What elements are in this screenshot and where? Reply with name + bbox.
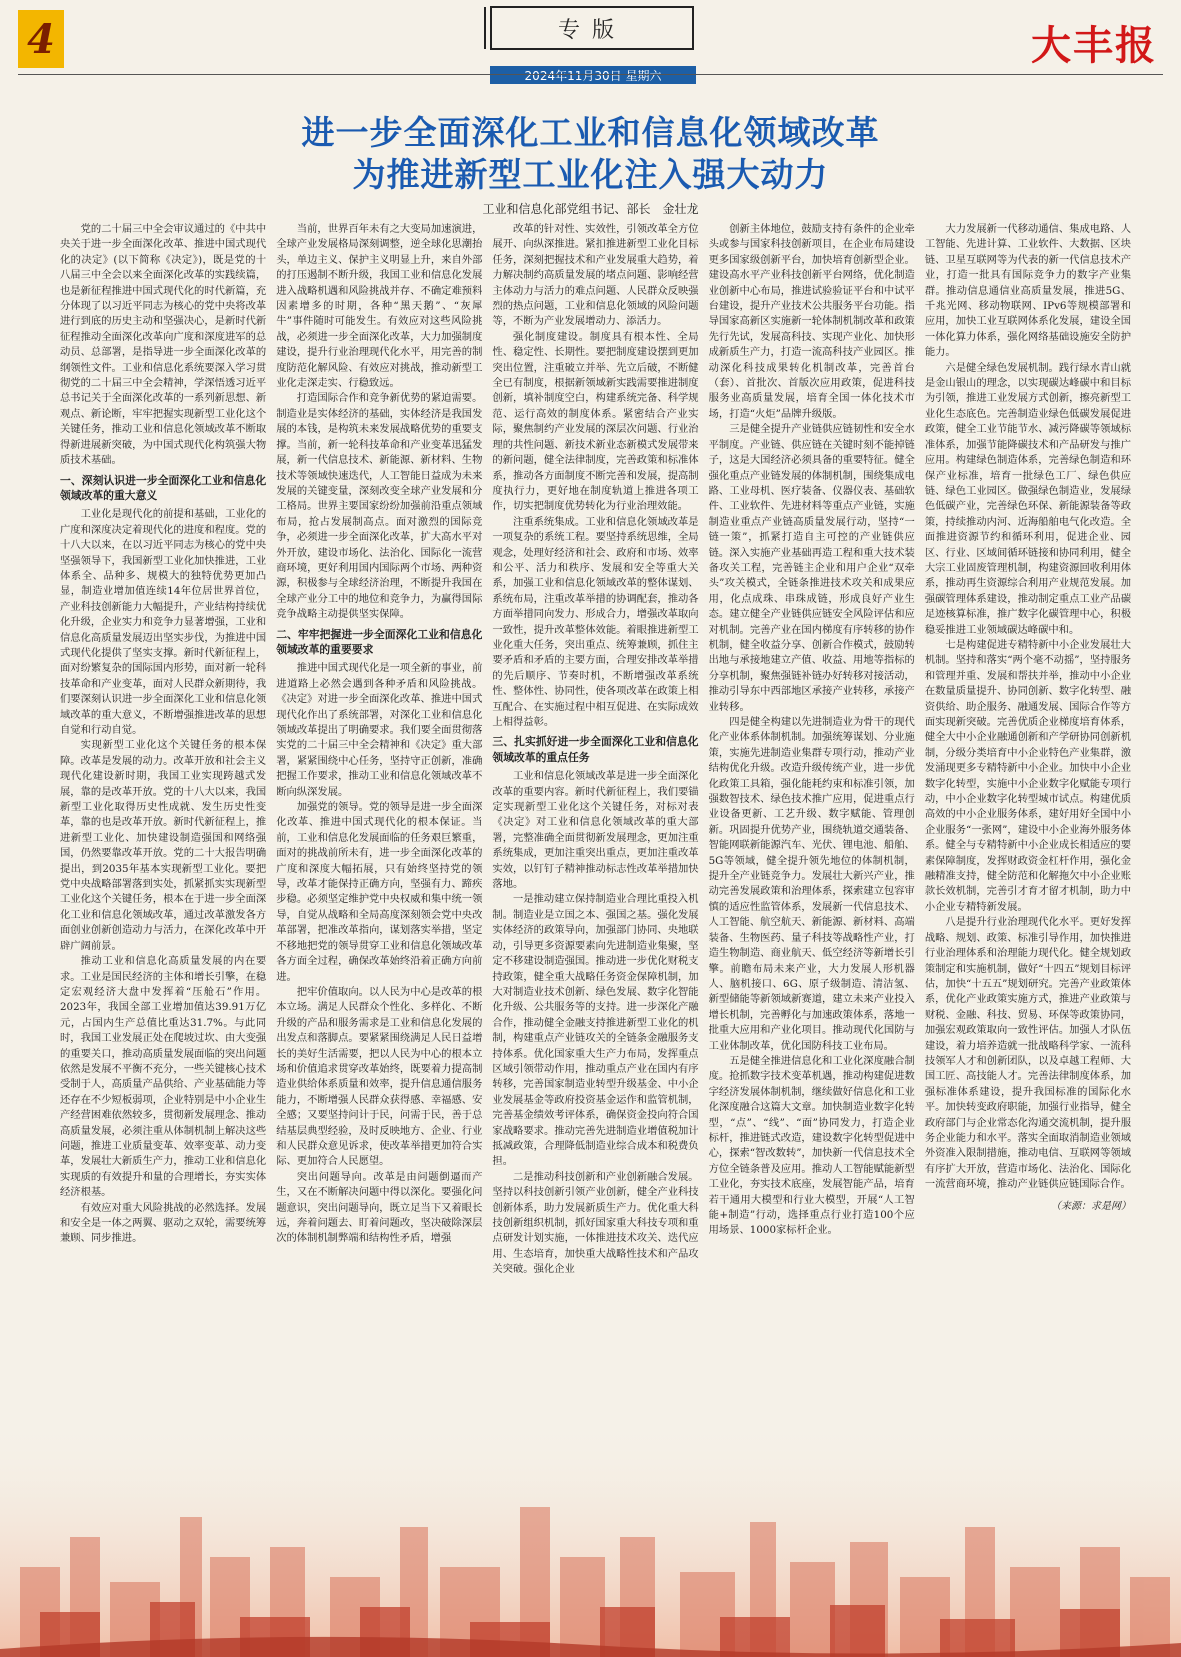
section-heading: 一、深刻认识进一步全面深化工业和信息化领域改革的重大意义 xyxy=(60,473,267,502)
paragraph: 注重系统集成。工业和信息化领域改革是一项复杂的系统工程。要坚持系统思维，全局观念，处理好经济和社会、政府和市场、效率和公平、活力和秩序、发展和安全等重大关系，加强工业和信息化领域改革的整体谋划、系统布局，注重改革举措的协调配套，推动各方面举措同向发力、形成合力，增强改革取向一致性，提升改革整体效能。着眼推进新型工业化重大任务，突出重点、统筹兼顾，抓住主要矛盾和矛盾的主要方面，合理安排改革举措的先后顺序、节奏时机，不断增强改革系统性、整体性、协同性，使各项改革在政策上相互配合、在实施过程中相互促进、在实际成效上相得益彰。 xyxy=(492,515,699,728)
city-skyline-illustration xyxy=(0,1417,1181,1657)
section-label: 专版 xyxy=(490,6,694,50)
page-number: 4 xyxy=(18,10,64,68)
article-column-3 xyxy=(492,222,698,1472)
headline-line-2: 为推进新型工业化注入强大动力 xyxy=(352,155,829,194)
headline-line-1: 进一步全面深化工业和信息化领域改革 xyxy=(301,113,880,152)
paragraph: 改革的针对性、实效性，引领改革全方位展开、向纵深推进。紧扣推进新型工业化目标任务，深刻把握技术和产业发展重大趋势，着力解决制约高质量发展的堵点问题、影响经营主体动力与活力的难点问题、人民群众反映强烈的热点问题，工业和信息化领域的风险问题等，不断为产业发展增动力、添活力。 xyxy=(492,223,699,328)
masthead-logo: 大丰报 xyxy=(1031,22,1157,69)
article-column-5 xyxy=(925,222,1131,1472)
paragraph: 一是推动建立保持制造业合理比重投入机制。制造业是立国之本、强国之基。强化发展实体经济的政策导向，加强部门协同、央地联动，引导更多资源要素向先进制造业集聚，坚定不移建设制造强国。推动进一步优化财税支持政策，健全重大战略任务资金保障机制，加大对制造业技术创新、绿色发展、数字化智能化升级、公共服务等的支持。进一步深化产融合作，推动健全金融支持推进新型工业化的机制，构建重点产业链攻关的全链条金融服务支持体系。优化国家重大生产力布局，发挥重点区域引领带动作用，推动重点产业在国内有序转移，完善国家制造业转型升级基金、中小企业发展基金等政府投资基金运作和监管机制，完善基金绩效考评体系，确保资金投向符合国家战略要求。推动完善先进制造业增值税加计抵减政策，合理降低制造业综合成本和税费负担。 xyxy=(492,893,699,1168)
paragraph: 党的二十届三中全会审议通过的《中共中央关于进一步全面深化改革、推进中国式现代化的决定》(以下简称《决定》)，既是党的十八届三中全会以来全面深化改革的实践续篇，也是新征程推进中国式现代化的时代新篇，充分体现了以习近平同志为核心的党中央将改革进行到底的历史主动和坚强决心，是新时代新征程推动全面深化改革向广度和深度进军的总动员、总部署，是指导进一步全面深化改革的纲领性文件。工业和信息化系统要深入学习贯彻党的二十届三中全会精神，学深悟透习近平总书记关于全面深化改革的一系列新思想、新观点、新论断，牢牢把握实现新型工业化这个关键任务，推动工业和信息化领域改革不断取得新进展新突破，为中国式现代化构筑强大物质技术基础。 xyxy=(60,223,267,467)
paragraph: 加强党的领导。党的领导是进一步全面深化改革、推进中国式现代化的根本保证。当前，工业和信息化发展面临的任务艰巨繁重，面对的挑战前所未有，进一步全面深化改革的广度和深度大幅拓展，只有始终坚持党的领导，改革才能保持正确方向，坚强有力、蹄疾步稳。必须坚定维护党中央权威和集中统一领导，自觉从战略和全局高度深刻领会党中央改革部署，把准改革指向，谋划落实举措，坚定不移地把党的领导贯穿工业和信息化领域改革各方面全过程，确保改革始终沿着正确方向前进。 xyxy=(276,801,483,983)
paragraph: 实现新型工业化这个关键任务的根本保障。改革是发展的动力。改革开放和社会主义现代化建设新时期，我国工业实现跨越式发展，靠的是改革开放。党的十八大以来，我国新型工业化取得历史性成就、发生历史性变革，靠的也是改革开放。新时代新征程上，推进新型工业化、加快建设制造强国和网络强国，仍然要靠改革开放。党的二十大报告明确提出，到2035年基本实现新型工业化。要把党中央战略部署落到实处，抓紧抓实实现新型工业化这个关键任务，根本在于进一步全面深化工业和信息化领域改革，通过改革激发各方面创业创新创造动力与活力，在深化改革中开辟广阔前景。 xyxy=(60,739,267,952)
paragraph: 推进中国式现代化是一项全新的事业，前进道路上必然会遇到各种矛盾和风险挑战。《决定》对进一步全面深化改革、推进中国式现代化作出了系统部署，对深化工业和信息化领域改革提出了明确要求。我们要全面贯彻落实党的二十届三中全会精神和《决定》重大部署，紧紧围绕中心任务，坚持守正创新，准确把握工作要求，推动工业和信息化领域改革不断向纵深发展。 xyxy=(276,662,483,798)
article-column-2 xyxy=(276,222,482,1472)
paragraph: 把牢价值取向。以人民为中心是改革的根本立场。满足人民群众个性化、多样化、不断升级的产品和服务需求是工业和信息化发展的出发点和落脚点。要紧紧围绕满足人民日益增长的美好生活需要，把以人民为中心的根本立场和价值追求贯穿改革始终，既要着力提高制造业供给体系质量和效率，提升信息通信服务能力，不断增强人民群众获得感、幸福感、安全感；又要坚持问计于民，问需于民，善于总结基层典型经验，及时反映地方、企业、行业和人民群众意见诉求，使改革举措更加符合实际、更加符合人民愿望。 xyxy=(276,985,483,1168)
paragraph: 工业和信息化领域改革是进一步全面深化改革的重要内容。新时代新征程上，我们要锚定实现新型工业化这个关键任务，对标对表《决定》对工业和信息化领域改革的重大部署，完整准确全面贯彻新发展理念，更加注重系统集成，更加注重突出重点，更加注重改革实效，以钉钉子精神推动标志性改革举措加快落地。 xyxy=(492,770,699,891)
article-body xyxy=(60,222,1131,1472)
paragraph: 突出问题导向。改革是由问题倒逼而产生，又在不断解决问题中得以深化。要强化问题意识，突出问题导向，既立足当下又着眼长远，奔着问题去、盯着问题改，坚决破除深层次的体制机制弊端和结构性矛盾，增强 xyxy=(276,1170,483,1245)
paragraph: 推动工业和信息化高质量发展的内在要求。工业是国民经济的主体和增长引擎，在稳定宏观经济大盘中发挥着“压舱石”作用。2023年，我国全部工业增加值达39.91万亿元，占国内生产总值比重达31.7%。与此同时，我国工业发展正处在爬坡过坎、由大变强的重要关口，推动高质量发展面临的突出问题依然是发展不平衡不充分，一些关键核心技术受制于人，高质量产品供给、产业基础能力等还存在不少短板弱项，企业特别是中小企业生产经营困难依然较多，贯彻新发展理念、推动高质量发展，必须注重从体制机制上解决这些问题，推进工业质量变革、效率变革、动力变革，发展壮大新质生产力，推动工业和信息化实现质的有效提升和量的合理增长，夯实实体经济根基。 xyxy=(60,955,267,1199)
paragraph: 六是健全绿色发展机制。践行绿水青山就是金山银山的理念，以实现碳达峰碳中和目标为引领，推进工业发展方式创新，擦亮新型工业化生态底色。完善制造业绿色低碳发展促进政策，健全工业节能节水、减污降碳等领域标准体系，加强节能降碳技术和产品研发与推广应用。构建绿色制造体系，完善绿色制造和环保产业标准，培育一批绿色工厂、绿色供应链、绿色工业园区。做强绿色制造业，发展绿色低碳产业，完善绿色环保、新能源装备等政策，持续推动内河、近海船舶电气化改造。全面推进资源节约和循环利用，促进企业、园区、行业、区域间循环链接和协同利用，健全大宗工业固废管理机制，构建资源回收利用体系，推动再生资源综合利用产业规范发展。加强碳管理体系建设，推动制定重点工业产品碳足迹核算标准，推广数字化碳管理中心，积极稳妥推进工业领域碳达峰碳中和。 xyxy=(924,361,1132,636)
header-divider xyxy=(18,74,1163,75)
paragraph: 有效应对重大风险挑战的必然选择。发展和安全是一体之两翼、驱动之双轮，需要统筹兼顾、同步推进。 xyxy=(60,1201,267,1245)
byline: 工业和信息化部党组书记、部长 金壮龙 xyxy=(482,202,699,216)
article-column-1 xyxy=(60,222,266,1472)
issue-date: 2024年11月30日 星期六 xyxy=(490,66,696,84)
paragraph: 强化制度建设。制度具有根本性、全局性、稳定性、长期性。要把制度建设摆到更加突出位置，注重破立并举、先立后破，不断健全已有制度，根据新领域新实践需要推进制度创新，填补制度空白，构建系统完备、科学规范、运行高效的制度体系。紧密结合产业实际，聚焦制约产业发展的深层次问题、行业治理的共性问题、新技术新业态新模式发展带来的新问题，健全法律制度，完善政策和标准体系，推动各方面制度不断完善和发展，提高制度执行力，更好地在制度轨道上推进各项工作，切实把制度优势转化为行业治理效能。 xyxy=(492,330,699,513)
paragraph: 八是提升行业治理现代化水平。更好发挥战略、规划、政策、标准引导作用，加快推进行业治理体系和治理能力现代化。健全规划政策制定和实施机制，做好“十四五”规划目标评估，加快“十五五”规划研究。完善产业政策体系，优化产业政策实施方式，推进产业政策与财税、金融、科技、贸易、环保等政策协同，加强宏观政策取向一致性评估。加强人才队伍建设，着力培养造就一批战略科学家、一流科技领军人才和创新团队，以及卓越工程师、大国工匠、高技能人才。完善法律制度体系，加强标准体系建设，提升我国标准的国际化水平。加快转变政府职能，加强行业指导，健全政府部门与企业常态化沟通交流机制，提升服务企业能力和水平。落实全面取消制造业领域外资准入限制措施，推动电信、互联网等领域有序扩大开放，营造市场化、法治化、国际化一流营商环境，推动产业链供应链国际合作。 xyxy=(924,916,1132,1191)
section-heading: 三、扎实抓好进一步全面深化工业和信息化领域改革的重点任务 xyxy=(492,735,699,764)
paragraph: 当前，世界百年未有之大变局加速演进，全球产业发展格局深刻调整，逆全球化思潮抬头，单边主义、保护主义明显上升，来自外部的打压遏制不断升级，我国工业和信息化发展进入战略机遇和风险挑战并存、不确定难预料因素增多的时期，各种“黑天鹅”、“灰犀牛”事件随时可能发生。有效应对这些风险挑战，必须进一步全面深化改革，大力加强制度建设，提升行业治理现代化水平，用完善的制度防范化解风险、有效应对挑战，推动新型工业化走深走实、行稳致远。 xyxy=(276,223,483,390)
paragraph: 大力发展新一代移动通信、集成电路、人工智能、先进计算、工业软件、大数据、区块链、卫星互联网等为代表的新一代信息技术产业，打造一批具有国际竞争力的数字产业集群。推动信息通信业高质量发展，推进5G、千兆光网、移动物联网、IPv6等规模部署和应用，加快工业互联网体系化发展，建设全国一体化算力体系，强化网络基础设施安全防护能力。 xyxy=(924,223,1132,359)
paragraph: 五是健全推进信息化和工业化深度融合制度。抢抓数字技术变革机遇，推动构建促进数字经济发展体制机制，继续做好信息化和工业化深度融合这篇大文章。加快制造业数字化转型，“点”、“线”、“面”协同发力，打造企业标杆，推进链式改造，建设数字化转型促进中心，探索“智改数转”，加快新一代信息技术全方位全链条普及应用。推动人工智能赋能新型工业化，夯实技术底座，发展智能产品，培育若干通用大模型和行业大模型，开展“人工智能+制造”行动，选择重点行业打造100个应用场景、1000家标杆企业。 xyxy=(708,1054,915,1237)
paragraph: 三是健全提升产业链供应链韧性和安全水平制度。产业链、供应链在关键时刻不能掉链子，这是大国经济必须具备的重要特征。健全强化重点产业链发展的体制机制，围绕集成电路、工业母机、医疗装备、仪器仪表、基础软件、工业软件、先进材料等重点产业链，实施制造业重点产业链高质量发展行动，坚持“一链一策”，抓紧打造自主可控的产业链供应链。深入实施产业基础再造工程和重大技术装备攻关工程，完善链主企业和用户企业“双牵头”攻关模式，全链条推进技术攻关和成果应用，化点成珠、串珠成链，形成良好产业生态。建立健全产业链供应链安全风险评估和应对机制。完善产业在国内梯度有序转移的协作机制，健全收益分享、创新合作模式，鼓励转出地与承接地建立产值、收益、用地等指标的分享机制，聚焦强链补链办好转移对接活动，推动引导东中西部地区承接产业转移，承接产业转移。 xyxy=(708,423,915,713)
headline xyxy=(0,112,1181,196)
article-column-4 xyxy=(709,222,915,1472)
paragraph: 打造国际合作和竞争新优势的紧迫需要。制造业是实体经济的基础，实体经济是我国发展的本钱，是构筑未来发展战略优势的重要支撑。当前，新一轮科技革命和产业变革迅猛发展，新一代信息技术、新能源、新材料、生物技术等领域快速迭代，人工智能日益成为未来发展的关键变量，深刻改变全球产业发展和分工格局。世界主要国家纷纷加强前沿重点领域布局，抢占发展制高点。面对激烈的国际竞争，必须进一步全面深化改革，扩大高水平对外开放，建设市场化、法治化、国际化一流营商环境，更好利用国内国际两个市场、两种资源，积极参与全球经济治理，不断提升我国在全球产业分工中的地位和竞争力，为赢得国际竞争战略主动提供坚实保障。 xyxy=(276,392,483,621)
section-heading: 二、牢牢把握进一步全面深化工业和信息化领域改革的重要要求 xyxy=(276,627,483,656)
paragraph: 二是推动科技创新和产业创新融合发展。坚持以科技创新引领产业创新，健全产业科技创新体系，助力发展新质生产力。优化重大科技创新组织机制，抓好国家重大科技专项和重点研发计划实施，一体推进技术攻关、迭代应用、生态培育，加快重大战略性技术和产品攻关突破。强化企业 xyxy=(492,1170,699,1276)
paragraph: 四是健全构建以先进制造业为骨干的现代化产业体系体制机制。加强统筹谋划、分业施策，实施先进制造业集群专项行动，推动产业结构优化升级。改造升级传统产业，进一步优化政策工具箱，强化能耗约束和标准引领，加强数智技术、绿色技术推广应用，促进重点行业设备更新、工艺升级、数字赋能、管理创新。巩固提升优势产业，围绕轨道交通装备、智能网联新能源汽车、光伏、锂电池、船舶、5G等领域，健全提升领先地位的体制机制，提升全产业链竞争力。发展壮大新兴产业，推动完善发展政策和治理体系，探索建立包容审慎的适应性监管体系，发展新一代信息技术、人工智能、航空航天、新能源、新材料、高端装备、生物医药、量子科技等战略性产业，打造生物制造、商业航天、低空经济等新增长引擎。前瞻布局未来产业，大力发展人形机器人、脑机接口、6G、原子级制造、清洁氢、新型储能等新领域新赛道，建立未来产业投入增长机制，完善孵化与加速政策体系，落地一批重大应用和产业化项目。推动现代化国防与工业体制改革，优化国防科技工业布局。 xyxy=(708,716,915,1052)
paragraph: 创新主体地位，鼓励支持有条件的企业牵头或参与国家科技创新项目，在企业布局建设更多国家级创新平台，加快培育创新型企业。建设高水平产业科技创新平台网络，优化制造业创新中心布局，推进试验验证平台和中试平台建设，提升产业技术公共服务平台功能。指导国家高新区实施新一轮体制机制改革和政策先行先试，发展高科技、实现产业化、加快形成新质生产力，打造一流高科技产业园区。推动深化科技成果转化机制改革，完善首台（套）、首批次、首版次应用政策，促进科技服务业高质量发展，培育全国一体化技术市场，打造“火炬”品牌升级版。 xyxy=(708,223,915,420)
paragraph: 七是构建促进专精特新中小企业发展壮大机制。坚持和落实“两个毫不动摇”，坚持服务和管理并重、发展和帮扶并举，推动中小企业在数量质量提升、协同创新、数字化转型、融资供给、助企服务、融通发展、国际合作等方面实现新突破。完善优质企业梯度培育体系，健全大中小企业融通创新和产学研协同创新机制，分级分类培育中小企业特色产业集群，激发涌现更多专精特新中小企业。加快中小企业数字化转型，实施中小企业数字化赋能专项行动，中小企业数字化转型城市试点。构建优质高效的中小企业服务体系，建好用好全国中小企业服务“一张网”，建设中小企业海外服务体系。健全与专精特新中小企业成长相适应的要素保障制度，发挥财政资金杠杆作用，强化金融精准支持，健全防范和化解拖欠中小企业账款长效机制，完善引才育才留才机制，助力中小企业专精特新发展。 xyxy=(924,638,1132,913)
source-credit: （来源：求是网） xyxy=(1051,1200,1132,1212)
paragraph: 工业化是现代化的前提和基础，工业化的广度和深度决定着现代化的进度和程度。党的十八大以来，在以习近平同志为核心的党中央坚强领导下，我国新型工业化加快推进，工业体系全、品种多、规模大的独特优势更加凸显，制造业增加值连续14年位居世界首位，产业科技创新能力大幅提升，产业结构持续优化升级，企业实力和竞争力显著增强，工业和信息化高质量发展迈出坚实步伐，为推进中国式现代化提供了坚实支撑。新时代新征程上，面对纷繁复杂的国际国内形势，面对新一轮科技革命和产业变革，面对人民群众新期待，我们要深刻认识进一步全面深化工业和信息化领域改革的重大意义，不断增强推进改革的思想自觉和行动自觉。 xyxy=(60,508,267,736)
